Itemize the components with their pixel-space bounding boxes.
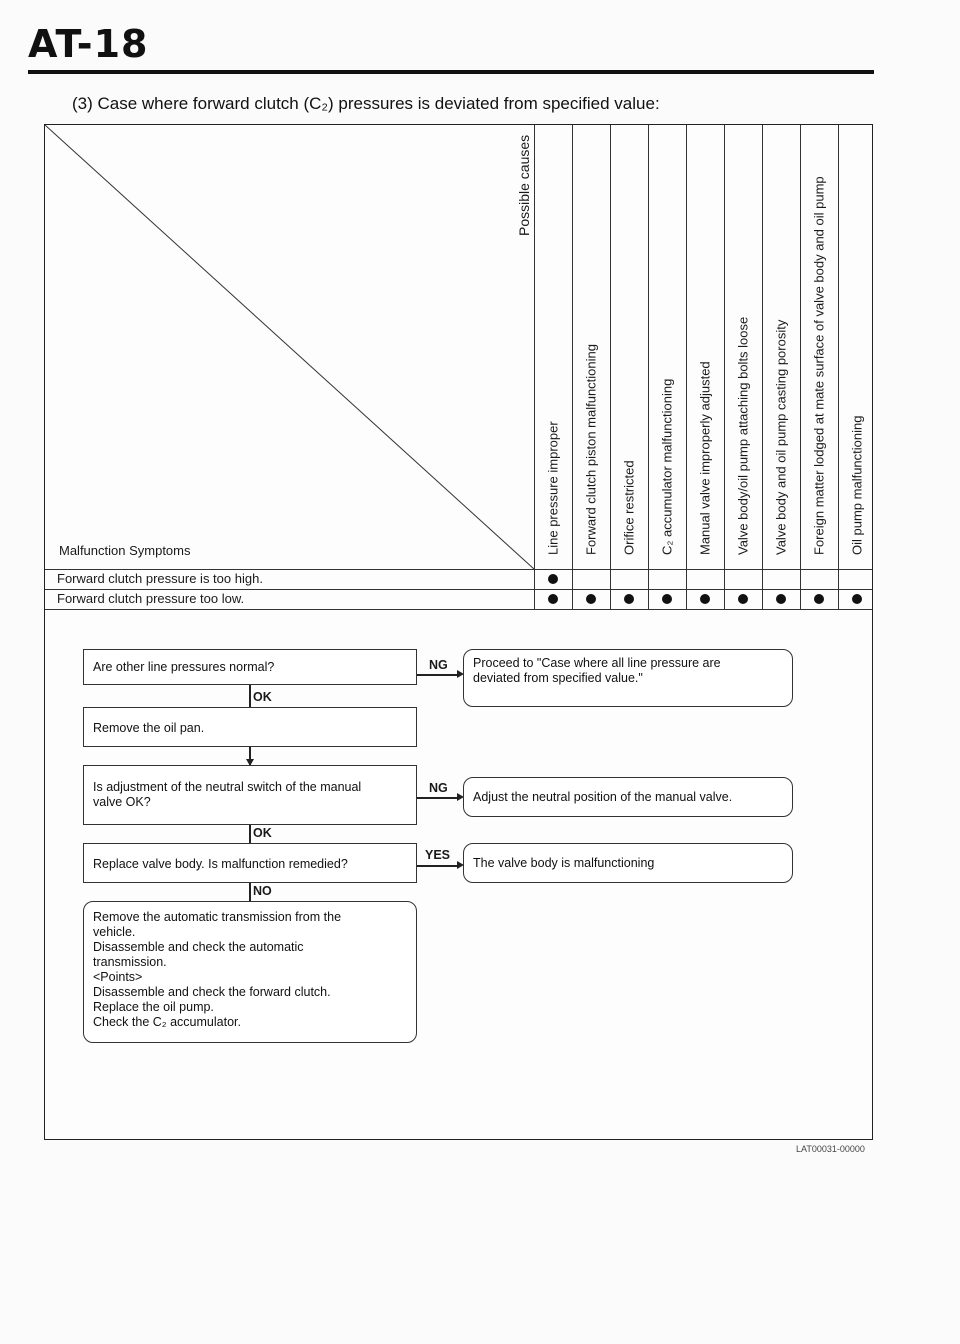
ng-label: NG (429, 658, 448, 672)
cause-label: Valve body and oil pump casting porosity (773, 319, 789, 555)
final-step-text: Replace the oil pump. (93, 1000, 214, 1014)
header-rule (28, 70, 874, 74)
cause-mark (548, 594, 558, 604)
final-step-text: Remove the automatic transmission from the (93, 910, 342, 924)
result-text: Proceed to "Case where all line pressure are (473, 656, 721, 670)
section-code: AT-18 (28, 22, 149, 66)
cause-mark (852, 594, 862, 604)
figure-id: LAT00031-00000 (796, 1144, 865, 1154)
cause-label: Manual valve improperly adjusted (697, 361, 713, 555)
result-text: deviated from specified value." (473, 671, 643, 685)
final-step-text: Disassemble and check the automatic (93, 940, 304, 954)
no-connector (249, 883, 251, 901)
no-label: NO (253, 884, 272, 898)
symptom-row-label: Forward clutch pressure too low. (57, 591, 245, 606)
ok-connector (249, 685, 251, 707)
symptom-row-label: Forward clutch pressure is too high. (57, 571, 263, 586)
ng-connector (417, 674, 459, 676)
ok-label: OK (253, 826, 272, 840)
question-line-pressures (83, 649, 417, 685)
cause-mark (548, 574, 558, 584)
cause-label: Oil pump malfunctioning (849, 415, 865, 555)
cause-mark (662, 594, 672, 604)
row-divider (45, 569, 872, 570)
possible-causes-label: Possible causes (516, 135, 532, 237)
final-step-text: Check the C₂ accumulator. (93, 1015, 241, 1029)
result-proceed-case (463, 649, 793, 707)
step-remove-oil-pan (83, 707, 417, 747)
cause-mark (700, 594, 710, 604)
row-divider (45, 589, 872, 590)
diagnosis-frame (44, 124, 873, 1140)
cause-mark (776, 594, 786, 604)
cause-symptom-matrix (45, 125, 872, 609)
result-text: Adjust the neutral position of the manual valve. (473, 790, 733, 804)
final-step-text: transmission. (93, 955, 167, 969)
cause-label: Orifice restricted (621, 460, 637, 555)
question-text: valve OK? (93, 795, 151, 809)
yes-label: YES (425, 848, 451, 862)
ng-connector (417, 797, 459, 799)
result-adjust-neutral (463, 777, 793, 817)
cause-mark (814, 594, 824, 604)
step-text: Remove the oil pan. (93, 721, 205, 735)
cause-label: C₂ accumulator malfunctioning (659, 378, 675, 555)
cause-mark (586, 594, 596, 604)
matrix-diagonal (45, 125, 535, 569)
malfunction-symptoms-label: Malfunction Symptoms (59, 543, 191, 558)
page-heading: (3) Case where forward clutch (C₂) pressures is deviated from specified value: (72, 94, 660, 113)
final-step-text: Disassemble and check the forward clutch. (93, 985, 331, 999)
yes-connector (417, 865, 459, 867)
final-disassemble-steps (83, 901, 417, 1043)
question-neutral-switch (83, 765, 417, 825)
ok-connector (249, 825, 251, 843)
question-text: Is adjustment of the neutral switch of the manual (93, 780, 362, 794)
result-valve-body-malfunction (463, 843, 793, 883)
ok-label: OK (253, 690, 272, 704)
question-replace-valve-body (83, 843, 417, 883)
cause-label: Valve body/oil pump attaching bolts loose (735, 316, 751, 555)
cause-label: Foreign matter lodged at mate surface of valve body and oil pump (811, 176, 827, 555)
question-text: Are other line pressures normal? (93, 660, 275, 674)
row-divider (45, 609, 872, 610)
cause-label: Forward clutch piston malfunctioning (583, 344, 599, 555)
cause-label: Line pressure improper (545, 421, 561, 555)
ng-label: NG (429, 781, 448, 795)
final-step-text: <Points> (93, 970, 143, 984)
cause-mark (624, 594, 634, 604)
cause-mark (738, 594, 748, 604)
question-text: Replace valve body. Is malfunction remedied? (93, 857, 348, 871)
final-step-text: vehicle. (93, 925, 136, 939)
result-text: The valve body is malfunctioning (473, 856, 655, 870)
